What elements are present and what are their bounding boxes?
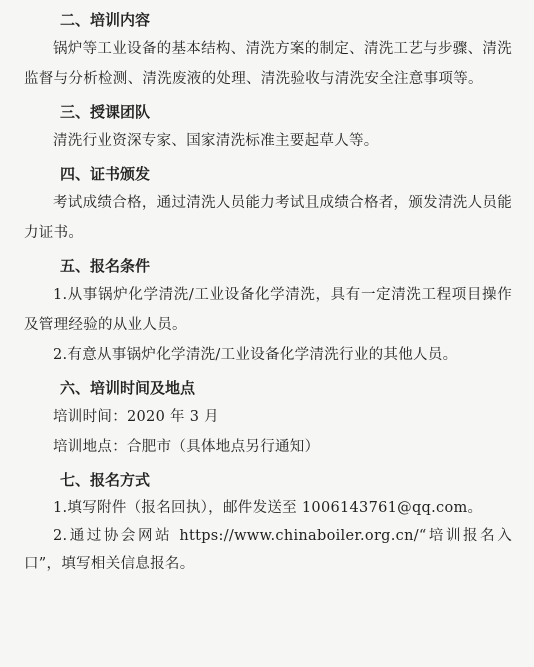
training-location: 培训地点：合肥市（具体地点另行通知） bbox=[53, 439, 320, 455]
requirement-item: 1.从事锅炉化学清洗/工业设备化学清洗，具有一定清洗工程项目操作及管理经验的从业人员。 bbox=[24, 287, 512, 333]
section-heading: 三、授课团队 bbox=[60, 103, 151, 121]
section-heading: 五、报名条件 bbox=[60, 257, 151, 275]
section-training-content bbox=[24, 6, 512, 94]
section-certificate bbox=[24, 160, 512, 248]
section-heading: 四、证书颁发 bbox=[60, 165, 151, 183]
section-requirements bbox=[24, 252, 512, 370]
section-time-location bbox=[24, 374, 512, 462]
registration-email-item: 1.填写附件（报名回执），邮件发送至 1006143761@qq.com。 bbox=[53, 500, 483, 516]
section-heading: 二、培训内容 bbox=[60, 11, 151, 29]
section-heading: 六、培训时间及地点 bbox=[60, 379, 196, 397]
section-paragraph: 清洗行业资深专家、国家清洗标准主要起草人等。 bbox=[53, 133, 379, 149]
section-teaching-team bbox=[24, 98, 512, 156]
section-heading: 七、报名方式 bbox=[60, 471, 151, 489]
requirement-item: 2.有意从事锅炉化学清洗/工业设备化学清洗行业的其他人员。 bbox=[53, 347, 458, 363]
training-time: 培训时间：2020 年 3 月 bbox=[53, 409, 219, 425]
section-registration-method bbox=[24, 466, 512, 578]
registration-website-item: 2.通过协会网站 https://www.chinaboiler.org.cn/“培训报名入口”，填写相关信息报名。 bbox=[24, 528, 512, 572]
section-paragraph: 锅炉等工业设备的基本结构、清洗方案的制定、清洗工艺与步骤、清洗监督与分析检测、清洗废液的处理、清洗验收与清洗安全注意事项等。 bbox=[24, 41, 512, 87]
section-paragraph: 考试成绩合格，通过清洗人员能力考试且成绩合格者，颁发清洗人员能力证书。 bbox=[24, 195, 512, 241]
